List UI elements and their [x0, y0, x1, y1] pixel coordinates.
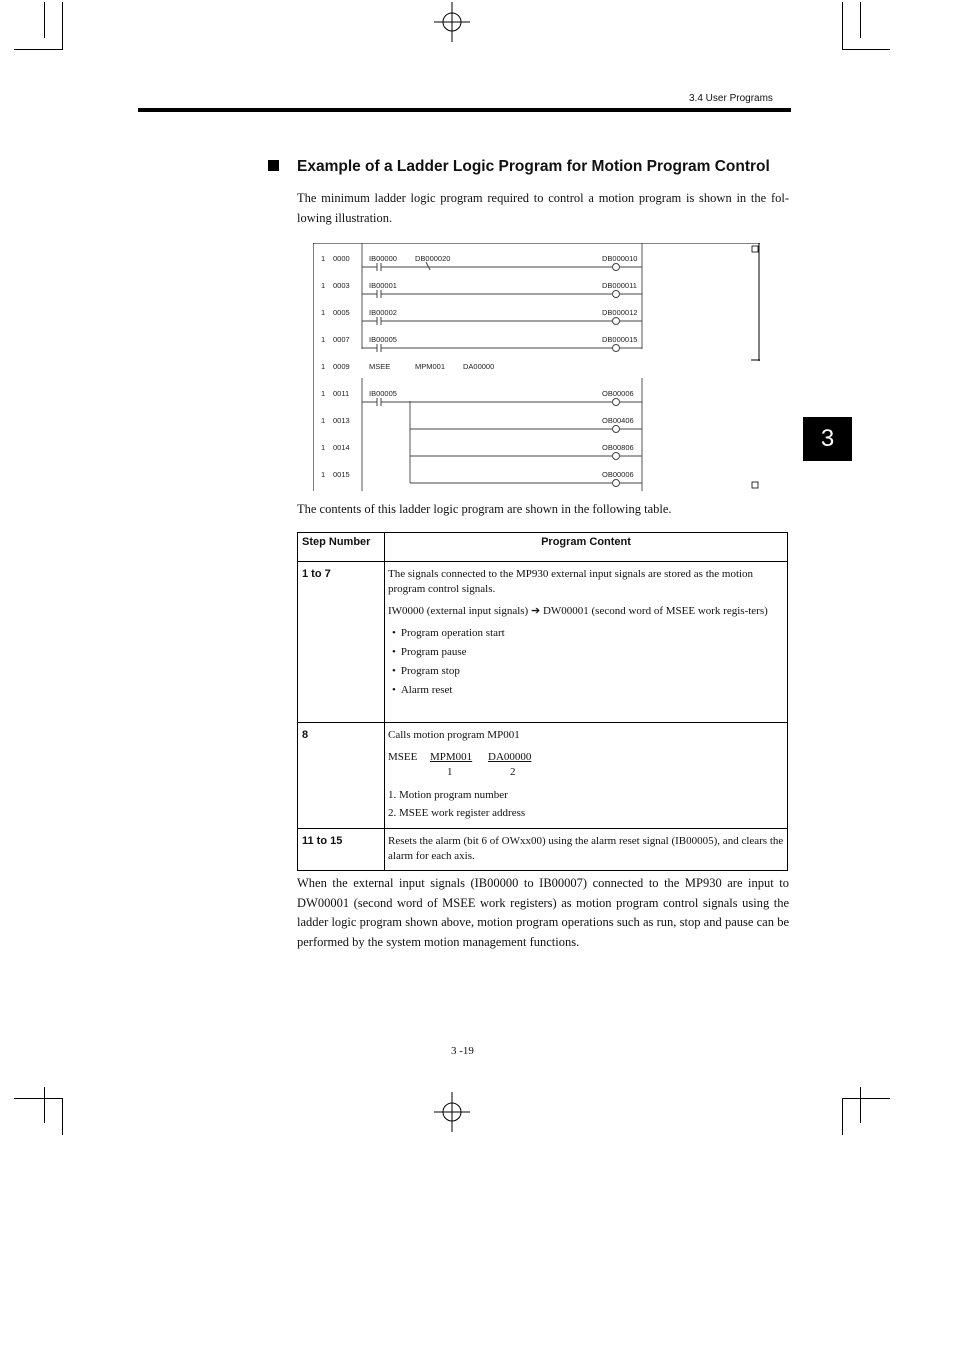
rung-number: 1	[321, 335, 326, 344]
section-title	[268, 158, 770, 176]
running-header: 3.4 User Programs	[689, 93, 773, 104]
rung-label: DA00000	[463, 362, 495, 371]
list-item: 1. Motion program number	[388, 789, 508, 801]
crop-mark	[62, 1098, 63, 1135]
table-header-row	[298, 533, 788, 562]
rung-number: 1	[321, 389, 326, 398]
rung-number: 1	[321, 362, 326, 371]
content-text: DW00001 (second word of MSEE work regis-ters)	[542, 605, 768, 617]
coil-label: OB00006	[602, 389, 634, 398]
crop-mark	[842, 2, 843, 50]
coil-label: OB00406	[602, 416, 634, 425]
crop-mark	[62, 2, 63, 50]
table-row	[298, 829, 788, 871]
program-content	[385, 723, 788, 829]
content-text: Calls motion program MP001	[388, 729, 520, 741]
coil-label: DB000012	[602, 308, 638, 317]
instruction-name: MSEE	[388, 751, 418, 763]
list-item: • Program stop	[388, 664, 784, 679]
instruction-line	[388, 750, 784, 780]
program-content: Resets the alarm (bit 6 of OWxx00) using the alarm reset signal (IB00005), and clears the alarm for each axis.	[385, 829, 788, 871]
instruction-operand: MPM001	[430, 751, 473, 763]
list-item: 2. MSEE work register address	[388, 807, 526, 819]
step-number: 11 to 15	[298, 829, 385, 871]
rung-label: MPM001	[415, 362, 446, 371]
rung-step: 0003	[333, 281, 350, 290]
crop-mark	[44, 2, 45, 38]
rung-label: IB00000	[369, 254, 397, 263]
rung-step: 0015	[333, 470, 350, 479]
table-row	[298, 562, 788, 723]
program-table	[297, 532, 788, 871]
rung-step: 0014	[333, 443, 350, 452]
rung-number: 1	[321, 254, 326, 263]
coil-icon	[613, 345, 620, 352]
rung-label: MSEE	[369, 362, 391, 371]
registration-mark-icon	[432, 2, 474, 44]
rung-number: 1	[321, 281, 326, 290]
table-row	[298, 723, 788, 829]
column-header: Program Content	[385, 533, 788, 562]
crop-mark	[860, 1087, 861, 1123]
rung-step: 0009	[333, 362, 350, 371]
rung-number: 1	[321, 308, 326, 317]
operand-number: 2	[510, 766, 516, 778]
crop-mark	[44, 1087, 45, 1123]
contact-icon	[426, 262, 430, 270]
program-content	[385, 562, 788, 723]
coil-icon	[613, 264, 620, 271]
coil-icon	[613, 453, 620, 460]
scroll-up-icon[interactable]	[752, 246, 758, 252]
coil-icon	[613, 426, 620, 433]
step-number: 8	[298, 723, 385, 829]
operand-number: 1	[447, 766, 453, 778]
page-number: 3 -19	[451, 1045, 474, 1057]
coil-icon	[613, 399, 620, 406]
crop-mark	[14, 49, 63, 50]
coil-icon	[613, 480, 620, 487]
crop-mark	[842, 1098, 843, 1135]
column-header: Step Number	[298, 533, 385, 562]
ladder-svg	[313, 243, 761, 491]
rung-step: 0013	[333, 416, 350, 425]
header-rule	[138, 108, 791, 112]
rung-number: 1	[321, 416, 326, 425]
list-item: • Program operation start	[388, 626, 784, 641]
coil-label: DB000010	[602, 254, 638, 263]
coil-label: OB00006	[602, 470, 634, 479]
rung-step: 0011	[333, 389, 350, 398]
square-bullet-icon	[268, 160, 279, 171]
instruction-operand: DA00000	[488, 751, 532, 763]
rung-label: IB00005	[369, 389, 397, 398]
table-intro: The contents of this ladder logic program are shown in the following table.	[297, 502, 672, 516]
rung-label: IB00001	[369, 281, 397, 290]
crop-mark	[14, 1098, 63, 1099]
coil-label: OB00806	[602, 443, 634, 452]
content-text	[388, 604, 784, 619]
rung-label: DB000020	[415, 254, 451, 263]
rung-label: IB00002	[369, 308, 397, 317]
crop-mark	[860, 2, 861, 38]
registration-mark-icon	[432, 1092, 474, 1134]
coil-icon	[613, 291, 620, 298]
rung-label: IB00005	[369, 335, 397, 344]
crop-mark	[842, 49, 890, 50]
coil-label: DB000011	[602, 281, 637, 290]
step-number: 1 to 7	[298, 562, 385, 723]
content-text: IW0000 (external input signals)	[388, 605, 529, 617]
rung-number: 1	[321, 470, 326, 479]
section-title-text: Example of a Ladder Logic Program for Motion Program Control	[297, 158, 770, 175]
scroll-down-icon[interactable]	[752, 482, 758, 488]
arrow-right-icon: ➔	[530, 605, 541, 617]
coil-icon	[613, 318, 620, 325]
crop-mark	[842, 1098, 890, 1099]
rung-number: 1	[321, 443, 326, 452]
rung-step: 0005	[333, 308, 350, 317]
rung-step: 0007	[333, 335, 350, 344]
chapter-tab: 3	[803, 417, 852, 461]
intro-paragraph: The minimum ladder logic program required to control a motion program is shown in the fol-lowing illustration.	[297, 191, 789, 225]
list-item: • Alarm reset	[388, 683, 784, 698]
coil-label: DB000015	[602, 335, 638, 344]
content-text: The signals connected to the MP930 external input signals are stored as the motion program control signals.	[388, 568, 754, 595]
ladder-diagram	[313, 243, 761, 491]
numbered-list	[388, 786, 784, 822]
list-item: • Program pause	[388, 645, 784, 660]
rung-step: 0000	[333, 254, 350, 263]
closing-paragraph: When the external input signals (IB00000 to IB00007) connected to the MP930 are input to DW00001 (second word of MSEE work registers) as motion program control signals using the ladder logic program shown above, motion program operations such as run, stop and pause can be performed by the system motion management functions.	[297, 876, 789, 949]
